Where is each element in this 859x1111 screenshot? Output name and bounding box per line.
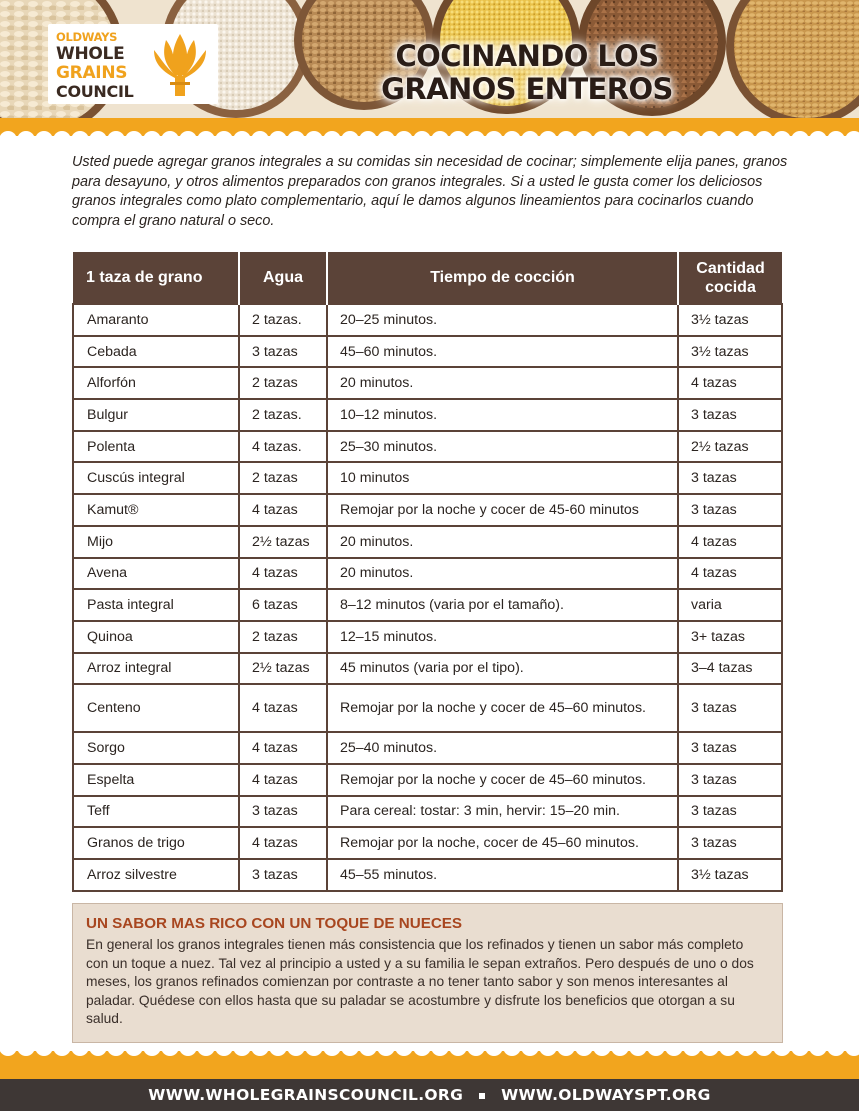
cell-grain: Alforfón [73, 367, 239, 399]
footer-link-oldways[interactable]: WWW.OLDWAYSPT.ORG [501, 1086, 711, 1104]
cell-water: 4 tazas [239, 494, 327, 526]
cell-yield: 3 tazas [678, 494, 782, 526]
cell-grain: Teff [73, 796, 239, 828]
header-cooked-amount: Cantidad cocida [678, 252, 782, 304]
cell-yield: 3–4 tazas [678, 653, 782, 685]
cell-time: 10–12 minutos. [327, 399, 678, 431]
cell-time: 45–60 minutos. [327, 336, 678, 368]
cell-yield: 3 tazas [678, 764, 782, 796]
cell-grain: Cebada [73, 336, 239, 368]
cell-water: 3 tazas [239, 336, 327, 368]
table-row [73, 764, 782, 796]
cell-time: 25–30 minutos. [327, 431, 678, 463]
cell-water: 2 tazas [239, 367, 327, 399]
cell-yield: 3½ tazas [678, 859, 782, 891]
table-row [73, 462, 782, 494]
cell-time: 20 minutos. [327, 526, 678, 558]
cell-time: 20–25 minutos. [327, 304, 678, 336]
cell-water: 2 tazas [239, 462, 327, 494]
table-row [73, 336, 782, 368]
cell-time: 45–55 minutos. [327, 859, 678, 891]
footer-link-wholegrains[interactable]: WWW.WHOLEGRAINSCOUNCIL.ORG [148, 1086, 464, 1104]
cell-time: Remojar por la noche y cocer de 45–60 minutos. [327, 684, 678, 732]
cell-yield: 3 tazas [678, 796, 782, 828]
cell-time: 45 minutos (varia por el tipo). [327, 653, 678, 685]
table-row [73, 399, 782, 431]
cooking-table [72, 252, 783, 892]
cell-water: 4 tazas [239, 764, 327, 796]
cell-yield: 2½ tazas [678, 431, 782, 463]
page-title [372, 40, 682, 106]
cell-yield: 3 tazas [678, 684, 782, 732]
cell-yield: 3½ tazas [678, 336, 782, 368]
cell-water: 6 tazas [239, 589, 327, 621]
note-body: En general los granos integrales tienen más consistencia que los refinados y tienen un sabor más completo con un toque a nuez. Tal vez al principio a usted y a su familia le sepan extraños. Pero después de uno o dos meses, los granos refinados comienzan por contraste a no tener tanto sabor y son menos interesantes al paladar. Quédese con ellos hasta que su paladar se acostumbre y disfrute los beneficios que otorgan a su salud. [86, 937, 754, 1027]
cell-grain: Kamut® [73, 494, 239, 526]
table-row [73, 859, 782, 891]
table-row [73, 796, 782, 828]
table-row [73, 589, 782, 621]
logo-line-council: COUNCIL [56, 82, 134, 101]
cell-time: 20 minutos. [327, 367, 678, 399]
wheat-sheaf-icon [148, 30, 212, 100]
cell-time: Remojar por la noche, cocer de 45–60 minutos. [327, 827, 678, 859]
scallop-edge-top [0, 1051, 859, 1079]
cell-yield: 3½ tazas [678, 304, 782, 336]
title-line-1: COCINANDO LOS [395, 39, 659, 73]
logo-line-grains: GRAINS [56, 63, 128, 83]
cell-time: Para cereal: tostar: 3 min, hervir: 15–20 min. [327, 796, 678, 828]
table-row [73, 732, 782, 764]
footer-orange-band [0, 1051, 859, 1079]
table-row [73, 558, 782, 590]
cell-yield: 3 tazas [678, 732, 782, 764]
cell-water: 2½ tazas [239, 526, 327, 558]
table-row [73, 304, 782, 336]
cell-grain: Pasta integral [73, 589, 239, 621]
table-row [73, 494, 782, 526]
cell-grain: Quinoa [73, 621, 239, 653]
note-title: UN SABOR MAS RICO CON UN TOQUE DE NUECES [86, 915, 463, 932]
cell-grain: Mijo [73, 526, 239, 558]
cell-grain: Amaranto [73, 304, 239, 336]
cell-yield: 3 tazas [678, 827, 782, 859]
cell-water: 2 tazas. [239, 304, 327, 336]
cell-grain: Bulgur [73, 399, 239, 431]
cell-grain: Centeno [73, 684, 239, 732]
cell-grain: Granos de trigo [73, 827, 239, 859]
cell-yield: 4 tazas [678, 367, 782, 399]
cell-water: 2 tazas. [239, 399, 327, 431]
cell-water: 4 tazas [239, 732, 327, 764]
header-water: Agua [239, 252, 327, 304]
table-row [73, 827, 782, 859]
oldways-logo [48, 24, 218, 104]
header-banner [0, 0, 859, 118]
title-line-2: GRANOS ENTEROS [381, 72, 673, 106]
cell-water: 3 tazas [239, 859, 327, 891]
header-orange-band [0, 118, 859, 136]
cell-grain: Cuscús integral [73, 462, 239, 494]
cell-water: 4 tazas [239, 827, 327, 859]
cell-time: 20 minutos. [327, 558, 678, 590]
cell-time: 25–40 minutos. [327, 732, 678, 764]
logo-line-oldways: OLDWAYS [56, 30, 118, 44]
cell-yield: 3 tazas [678, 399, 782, 431]
table-row [73, 431, 782, 463]
intro-paragraph: Usted puede agregar granos integrales a su comidas sin necesidad de cocinar; simplemente elija panes, granos para desayuno, y otros alimentos preparados con granos integrales. Si a usted le gusta comer los deliciosos granos integrales como plato complementario, aquí le damos algunos lineamientos para cocinarlos cuando compra el grano natural o seco. [72, 154, 788, 229]
cell-time: 12–15 minutos. [327, 621, 678, 653]
cell-water: 2 tazas [239, 621, 327, 653]
cell-yield: 3 tazas [678, 462, 782, 494]
cell-yield: 3+ tazas [678, 621, 782, 653]
cell-water: 4 tazas [239, 684, 327, 732]
footer-separator [479, 1093, 485, 1099]
cell-time: 10 minutos [327, 462, 678, 494]
table-header-row [73, 252, 782, 304]
table-row [73, 653, 782, 685]
logo-line-whole: WHOLE [56, 44, 125, 64]
cell-grain: Espelta [73, 764, 239, 796]
scallop-edge [0, 118, 859, 136]
cell-water: 4 tazas [239, 558, 327, 590]
header-grain: 1 taza de grano [73, 252, 239, 304]
cell-yield: 4 tazas [678, 558, 782, 590]
footer-bar [0, 1079, 859, 1111]
cell-yield: varia [678, 589, 782, 621]
cell-grain: Sorgo [73, 732, 239, 764]
cell-water: 4 tazas. [239, 431, 327, 463]
cell-grain: Avena [73, 558, 239, 590]
table-row [73, 684, 782, 732]
cell-time: 8–12 minutos (varia por el tamaño). [327, 589, 678, 621]
header-cooking-time: Tiempo de cocción [327, 252, 678, 304]
cell-water: 2½ tazas [239, 653, 327, 685]
cell-grain: Polenta [73, 431, 239, 463]
nutty-flavor-box [72, 903, 783, 1043]
cell-grain: Arroz integral [73, 653, 239, 685]
cell-yield: 4 tazas [678, 526, 782, 558]
table-row [73, 526, 782, 558]
cell-time: Remojar por la noche y cocer de 45-60 minutos [327, 494, 678, 526]
cell-time: Remojar por la noche y cocer de 45–60 minutos. [327, 764, 678, 796]
table-row [73, 621, 782, 653]
cell-water: 3 tazas [239, 796, 327, 828]
cell-grain: Arroz silvestre [73, 859, 239, 891]
table-row [73, 367, 782, 399]
